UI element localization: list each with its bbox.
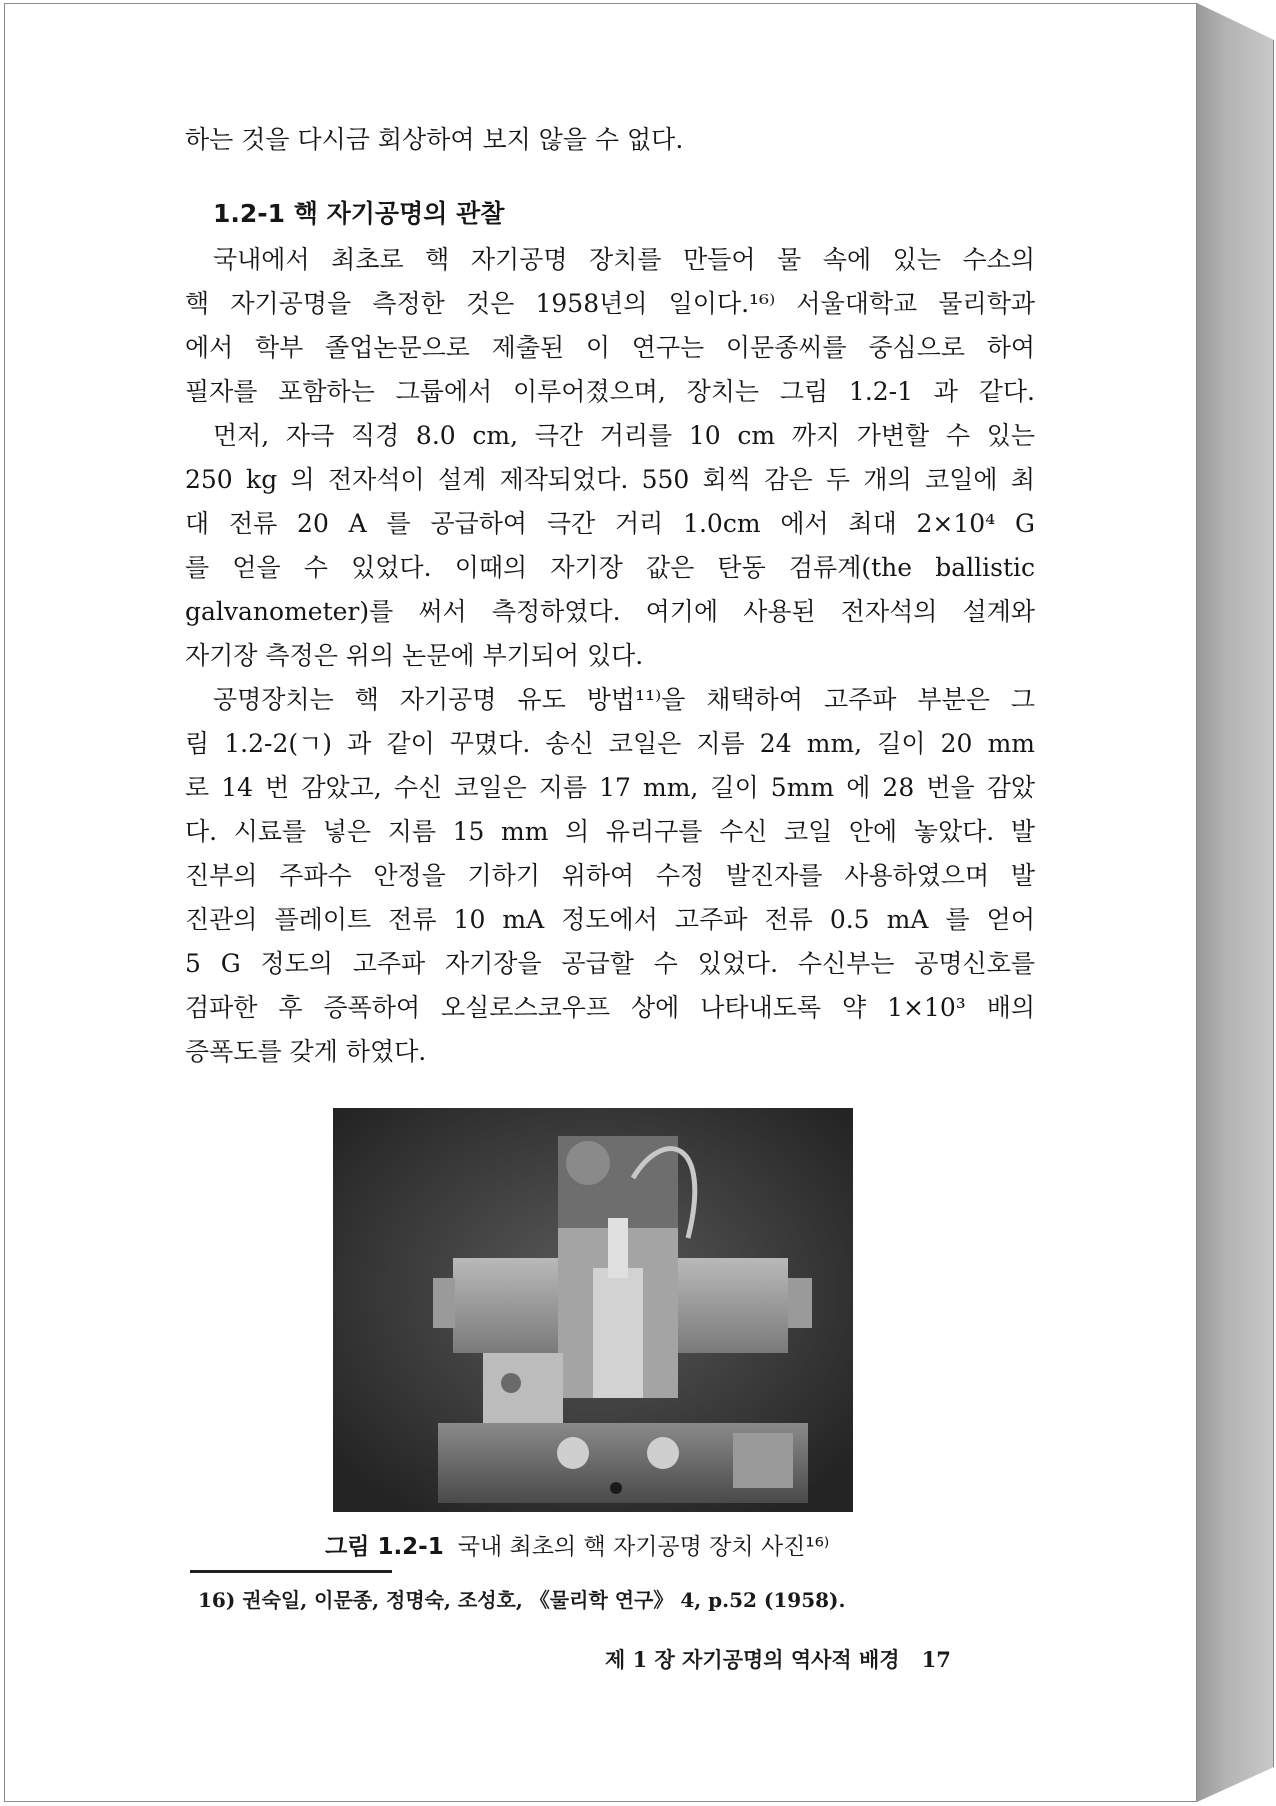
chapter-title: 제 1 장 자기공명의 역사적 배경	[605, 1647, 900, 1672]
text-line: 에서 학부 졸업논문으로 제출된 이 연구는 이문종씨를 중심으로 하여	[185, 333, 1035, 362]
text-line: 먼저, 자극 직경 8.0 cm, 극간 거리를 10 cm 까지 가변할 수 있는	[213, 421, 1035, 450]
section-heading: 1.2-1 핵 자기공명의 관찰	[213, 199, 505, 228]
text-line: 림 1.2-2(ㄱ) 과 같이 꾸몄다. 송신 코일은 지름 24 mm, 길이 20 mm	[185, 729, 1035, 758]
text-line: 필자를 포함하는 그룹에서 이루어졌으며, 장치는 그림 1.2-1 과 같다.	[185, 377, 1035, 406]
text-line: 핵 자기공명을 측정한 것은 1958년의 일이다.¹⁶⁾ 서울대학교 물리학과	[185, 289, 1035, 318]
text-line: 대 전류 20 A 를 공급하여 극간 거리 1.0cm 에서 최대 2×10⁴ G	[185, 509, 1035, 538]
figure-caption-text: 국내 최초의 핵 자기공명 장치 사진¹⁶⁾	[457, 1534, 830, 1560]
text-line: 250 kg 의 전자석이 설계 제작되었다. 550 회씩 감은 두 개의 코일에 최	[185, 465, 1035, 494]
text-line: 자기장 측정은 위의 논문에 부기되어 있다.	[185, 641, 644, 670]
text-line: 검파한 후 증폭하여 오실로스코우프 상에 나타내도록 약 1×10³ 배의	[185, 993, 1035, 1022]
apparatus-photo-drawing	[333, 1108, 853, 1512]
text-line: 진부의 주파수 안정을 기하기 위하여 수정 발진자를 사용하였으며 발	[185, 861, 1035, 890]
figure-label: 그림 1.2-1	[325, 1534, 444, 1560]
text-line: 하는 것을 다시금 회상하여 보지 않을 수 없다.	[185, 125, 684, 154]
text-line: 진관의 플레이트 전류 10 mA 정도에서 고주파 전류 0.5 mA 를 얻어	[185, 905, 1035, 934]
body-text	[185, 118, 1035, 1074]
page-stack-edge	[1197, 3, 1274, 1802]
page-number: 17	[921, 1647, 951, 1672]
text-line: 를 얻을 수 있었다. 이때의 자기장 값은 탄동 검류계(the ballistic	[185, 553, 1035, 582]
text-line: galvanometer)를 써서 측정하였다. 여기에 사용된 전자석의 설계와	[185, 597, 1035, 626]
nmr-apparatus-photo	[333, 1108, 853, 1512]
running-footer	[605, 1644, 951, 1674]
text-line: 로 14 번 감았고, 수신 코일은 지름 17 mm, 길이 5mm 에 28 번을 감았	[185, 773, 1035, 802]
figure-caption	[325, 1528, 925, 1561]
text-line: 증폭도를 갖게 하였다.	[185, 1037, 427, 1066]
text-line: 다. 시료를 넣은 지름 15 mm 의 유리구를 수신 코일 안에 놓았다. 발	[185, 817, 1035, 846]
footnote: 16) 권숙일, 이문종, 정명숙, 조성호, 《물리학 연구》 4, p.52 (1958).	[198, 1588, 846, 1612]
footnote-divider	[190, 1570, 392, 1573]
text-line: 국내에서 최초로 핵 자기공명 장치를 만들어 물 속에 있는 수소의	[213, 245, 1035, 274]
text-line: 공명장치는 핵 자기공명 유도 방법¹¹⁾을 채택하여 고주파 부분은 그	[213, 685, 1035, 714]
text-line: 5 G 정도의 고주파 자기장을 공급할 수 있었다. 수신부는 공명신호를	[185, 949, 1035, 978]
